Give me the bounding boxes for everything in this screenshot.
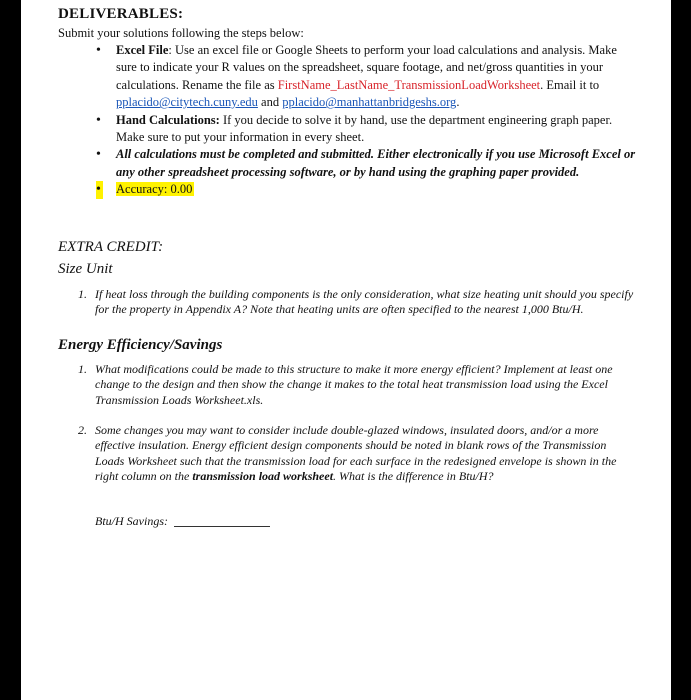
hand-label: Hand Calculations:: [116, 112, 220, 127]
hand-text: If you decide to solve it by hand, use the department engineering graph paper. Make sure to put your information in every sheet.: [116, 112, 613, 145]
email-link-manhattan[interactable]: pplacido@manhattanbridgeshs.org: [282, 95, 457, 110]
energy-efficiency-heading: Energy Efficiency/Savings: [58, 337, 223, 353]
excel-text-2: . Email it to: [540, 77, 600, 92]
list-item-all-calcs: [58, 146, 638, 181]
excel-label: Excel File: [116, 43, 169, 57]
question-number: 1.: [78, 287, 87, 301]
question-text-part: Some changes you may want to consider include double-glazed windows, insulated doors, and/or a more effective insulation. Energy efficient design components should be noted in blank rows of the Transmission Loads Worksheet such that the transmission load for each surface in the redesigned envelope is shown in the right column on the: [95, 423, 617, 483]
list-item-hand: [58, 112, 638, 147]
bullet-icon: •: [96, 147, 101, 163]
document-page: [21, 0, 671, 700]
period-text: .: [456, 95, 460, 110]
bullet-icon: •: [96, 43, 101, 58]
deliverables-list: [58, 42, 638, 199]
question-number: 1.: [78, 362, 87, 376]
accuracy-text: Accuracy: 0.00: [116, 182, 193, 197]
question-text: What modifications could be made to this structure to make it more energy efficient? Implement at least one change to the design and then show the change it makes to the total heat transmission load using the Excel Transmission Loads Worksheet.xls.: [95, 362, 613, 407]
question-text: If heat loss through the building components is the only consideration, what size heating unit should you specify for the property in Appendix A? Note that heating units are often specified to the nearest 1,000 Btu/H.: [95, 287, 634, 317]
question-text: [95, 423, 635, 484]
bullet-icon: •: [96, 182, 101, 198]
savings-field: [95, 514, 270, 529]
filename-text: FirstName_LastName_TransmissionLoadWorksheet: [277, 77, 541, 92]
question-text-part: . What is the difference in Btu/H?: [333, 468, 494, 483]
question-number: 2.: [78, 423, 87, 437]
excel-text: : Use an excel file or Google Sheets to perform your load calculations and analysis. Make sure to indicate your R values on the spreadsheet, square footage, and net/gross quantities in your calculations. Rename the file as: [116, 43, 617, 92]
and-text: and: [257, 95, 283, 110]
extra-credit-heading: EXTRA CREDIT:: [58, 239, 164, 255]
energy-question-1: [58, 362, 643, 410]
list-item-excel: [58, 42, 638, 112]
email-link-citytech[interactable]: pplacido@citytech.cuny.edu: [116, 95, 258, 110]
savings-answer-line[interactable]: [174, 526, 270, 527]
deliverables-heading: DELIVERABLES:: [58, 6, 184, 22]
size-question-1: [58, 287, 643, 335]
all-calcs-text: All calculations must be completed and submitted. Either electronically if you use Microsoft Excel or any other spreadsheet processing software, or by hand using the graphing paper provided.: [116, 147, 636, 179]
bullet-icon: •: [96, 112, 101, 128]
size-unit-heading: Size Unit: [58, 261, 113, 277]
savings-label: Btu/H Savings:: [95, 514, 168, 528]
energy-question-2: [58, 423, 643, 503]
deliverables-intro: Submit your solutions following the steps below:: [58, 26, 304, 40]
question-text-bold: transmission load worksheet: [192, 468, 334, 483]
list-item-accuracy: [58, 181, 638, 198]
